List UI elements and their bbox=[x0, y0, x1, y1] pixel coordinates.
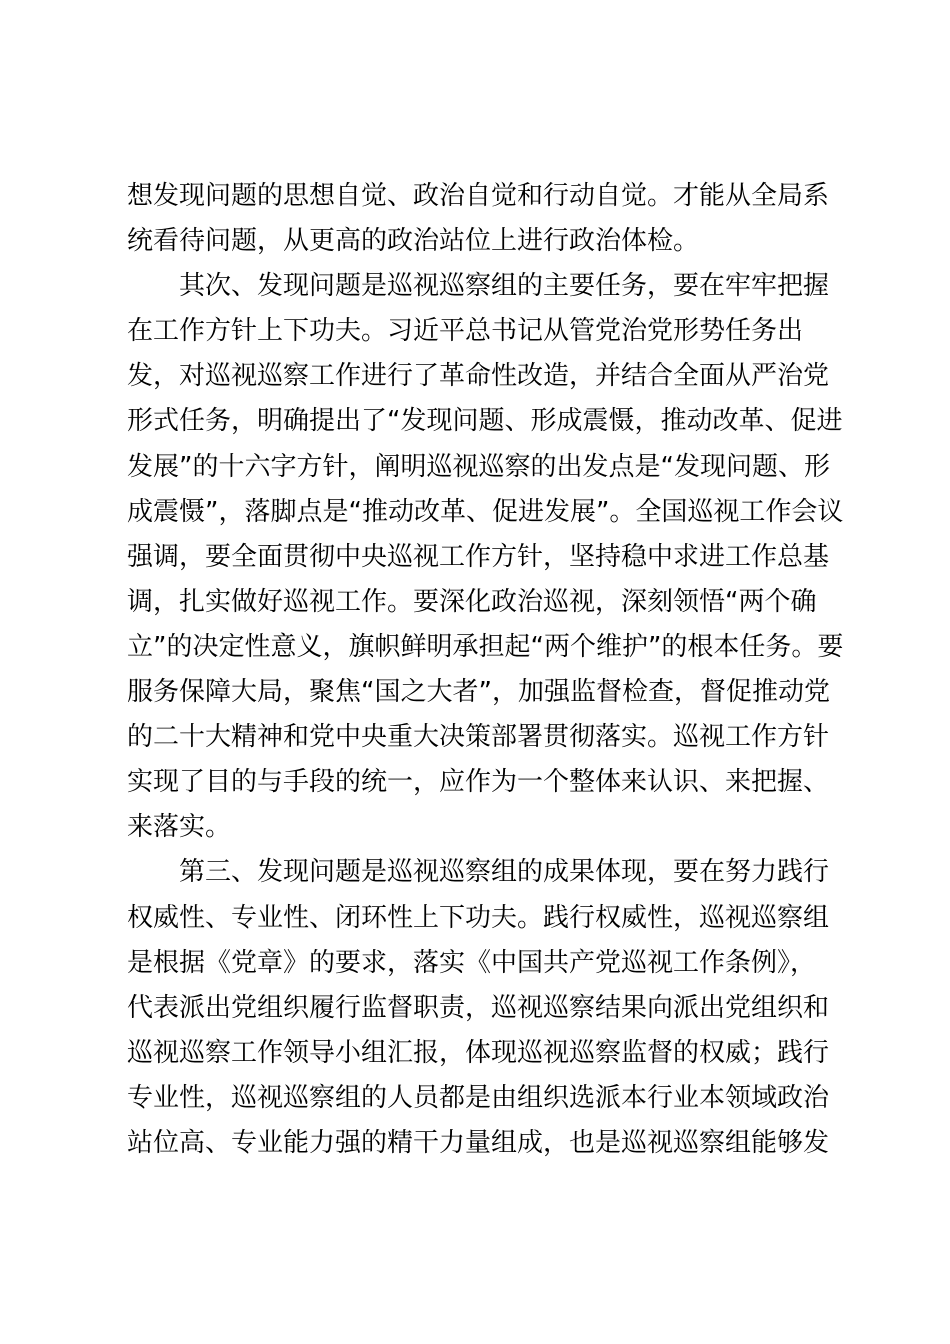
text-line: 服务保障大局，聚焦“国之大者”，加强监督检查，督促推动党 bbox=[127, 677, 830, 708]
text-line: 形式任务，明确提出了“发现问题、形成震慑，推动改革、促进 bbox=[127, 406, 843, 437]
text-line: 发，对巡视巡察工作进行了革命性改造，并结合全面从严治党 bbox=[127, 361, 830, 392]
text-line: 实现了目的与手段的统一，应作为一个整体来认识、来把握、 bbox=[127, 767, 830, 798]
text-line: 代表派出党组织履行监督职责，巡视巡察结果向派出党组织和 bbox=[127, 992, 830, 1023]
text-line: 发展”的十六字方针，阐明巡视巡察的出发点是“发现问题、形 bbox=[127, 451, 830, 482]
text-line: 是根据《党章》的要求，落实《中国共产党巡视工作条例》， bbox=[127, 947, 817, 978]
text-line: 成震慑”，落脚点是“推动改革、促进发展”。全国巡视工作会议 bbox=[127, 496, 844, 527]
paragraph-start-line: 其次、发现问题是巡视巡察组的主要任务，要在牢牢把握 bbox=[179, 271, 830, 302]
text-line: 调，扎实做好巡视工作。要深化政治巡视，深刻领悟“两个确 bbox=[127, 586, 817, 617]
text-line: 权威性、专业性、闭环性上下功夫。践行权威性，巡视巡察组 bbox=[127, 902, 830, 933]
body-text bbox=[127, 174, 844, 1166]
text-line: 巡视巡察工作领导小组汇报，体现巡视巡察监督的权威；践行 bbox=[127, 1037, 830, 1068]
text-line: 强调，要全面贯彻中央巡视工作方针，坚持稳中求进工作总基 bbox=[127, 541, 830, 572]
text-line: 站位高、专业能力强的精干力量组成，也是巡视巡察组能够发 bbox=[127, 1127, 830, 1158]
text-line: 立”的决定性意义，旗帜鲜明承担起“两个维护”的根本任务。要 bbox=[127, 631, 844, 662]
text-line: 专业性，巡视巡察组的人员都是由组织选派本行业本领域政治 bbox=[127, 1082, 830, 1113]
text-line: 在工作方针上下功夫。习近平总书记从管党治党形势任务出 bbox=[127, 316, 804, 347]
text-line: 的二十大精神和党中央重大决策部署贯彻落实。巡视工作方针 bbox=[127, 722, 830, 753]
text-line: 统看待问题，从更高的政治站位上进行政治体检。 bbox=[127, 226, 700, 257]
paragraph-start-line: 第三、发现问题是巡视巡察组的成果体现，要在努力践行 bbox=[179, 857, 830, 888]
text-line: 想发现问题的思想自觉、政治自觉和行动自觉。才能从全局系 bbox=[127, 181, 830, 211]
text-line: 来落实。 bbox=[127, 812, 232, 843]
